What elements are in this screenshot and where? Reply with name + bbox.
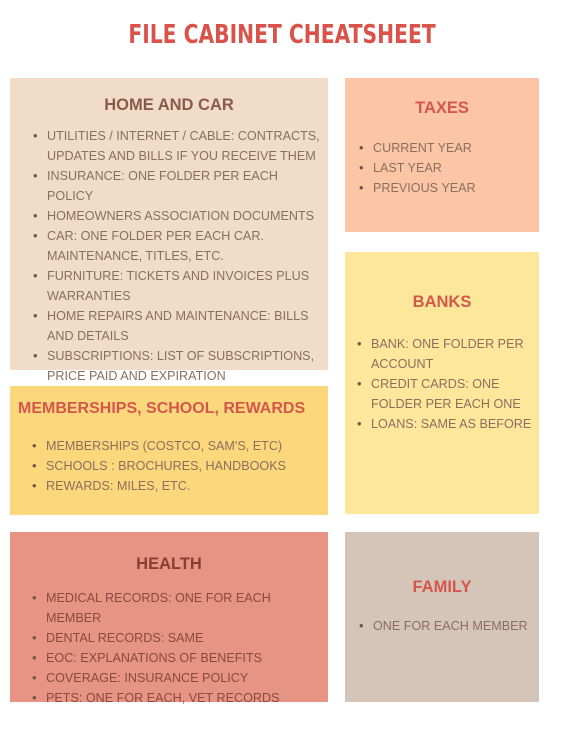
list-item: • CREDIT CARDS: ONE FOLDER PER EACH ONE [355, 374, 535, 414]
list-item: • CAR: ONE FOLDER PER EACH CAR. MAINTENANCE, TITLES, ETC. [31, 226, 321, 266]
list-item: • BANK: ONE FOLDER PER ACCOUNT [355, 334, 535, 374]
banks-list [355, 334, 535, 434]
family-list [357, 616, 537, 636]
list-item: • COVERAGE: INSURANCE POLICY [30, 668, 325, 688]
list-item: • SUBSCRIPTIONS: LIST OF SUBSCRIPTIONS, PRICE PAID AND EXPIRATION [31, 346, 321, 386]
list-item: • FURNITURE: TICKETS AND INVOICES PLUS WARRANTIES [31, 266, 321, 306]
banks-card [345, 252, 539, 514]
taxes-card [345, 78, 539, 232]
health-list [30, 588, 325, 708]
list-item: • CURRENT YEAR [357, 138, 537, 158]
list-item: • LOANS: SAME AS BEFORE [355, 414, 535, 434]
list-item: • ONE FOR EACH MEMBER [357, 616, 537, 636]
health-heading: HEALTH [136, 555, 202, 573]
list-item: • HOME REPAIRS AND MAINTENANCE: BILLS AND DETAILS [31, 306, 321, 346]
list-item: • DENTAL RECORDS: SAME [30, 628, 325, 648]
list-item: • PREVIOUS YEAR [357, 178, 537, 198]
family-card [345, 532, 539, 702]
memberships-heading: MEMBERSHIPS, SCHOOL, REWARDS [18, 400, 306, 417]
home-and-car-list [31, 126, 321, 386]
list-item: • SCHOOLS : BROCHURES, HANDBOOKS [30, 456, 325, 476]
health-card [10, 532, 328, 705]
taxes-list [357, 138, 537, 198]
list-item: • EOC: EXPLANATIONS OF BENEFITS [30, 648, 325, 668]
home-and-car-heading: HOME AND CAR [104, 96, 234, 114]
page-title: FILE CABINET CHEATSHEET [128, 20, 436, 50]
list-item: • PETS: ONE FOR EACH, VET RECORDS [30, 688, 325, 708]
family-heading: FAMILY [412, 578, 472, 596]
home-and-car-card [10, 78, 328, 383]
list-item: • HOMEOWNERS ASSOCIATION DOCUMENTS [31, 206, 321, 226]
memberships-list [30, 436, 325, 496]
banks-heading: BANKS [412, 293, 472, 311]
list-item: • LAST YEAR [357, 158, 537, 178]
list-item: • INSURANCE: ONE FOLDER PER EACH POLICY [31, 166, 321, 206]
taxes-heading: TAXES [415, 99, 469, 117]
memberships-card [10, 386, 328, 515]
list-item: • MEDICAL RECORDS: ONE FOR EACH MEMBER [30, 588, 325, 628]
list-item: • REWARDS: MILES, ETC. [30, 476, 325, 496]
list-item: • MEMBERSHIPS (COSTCO, SAM'S, ETC) [30, 436, 325, 456]
list-item: • UTILITIES / INTERNET / CABLE: CONTRACTS, UPDATES AND BILLS IF YOU RECEIVE THEM [31, 126, 321, 166]
